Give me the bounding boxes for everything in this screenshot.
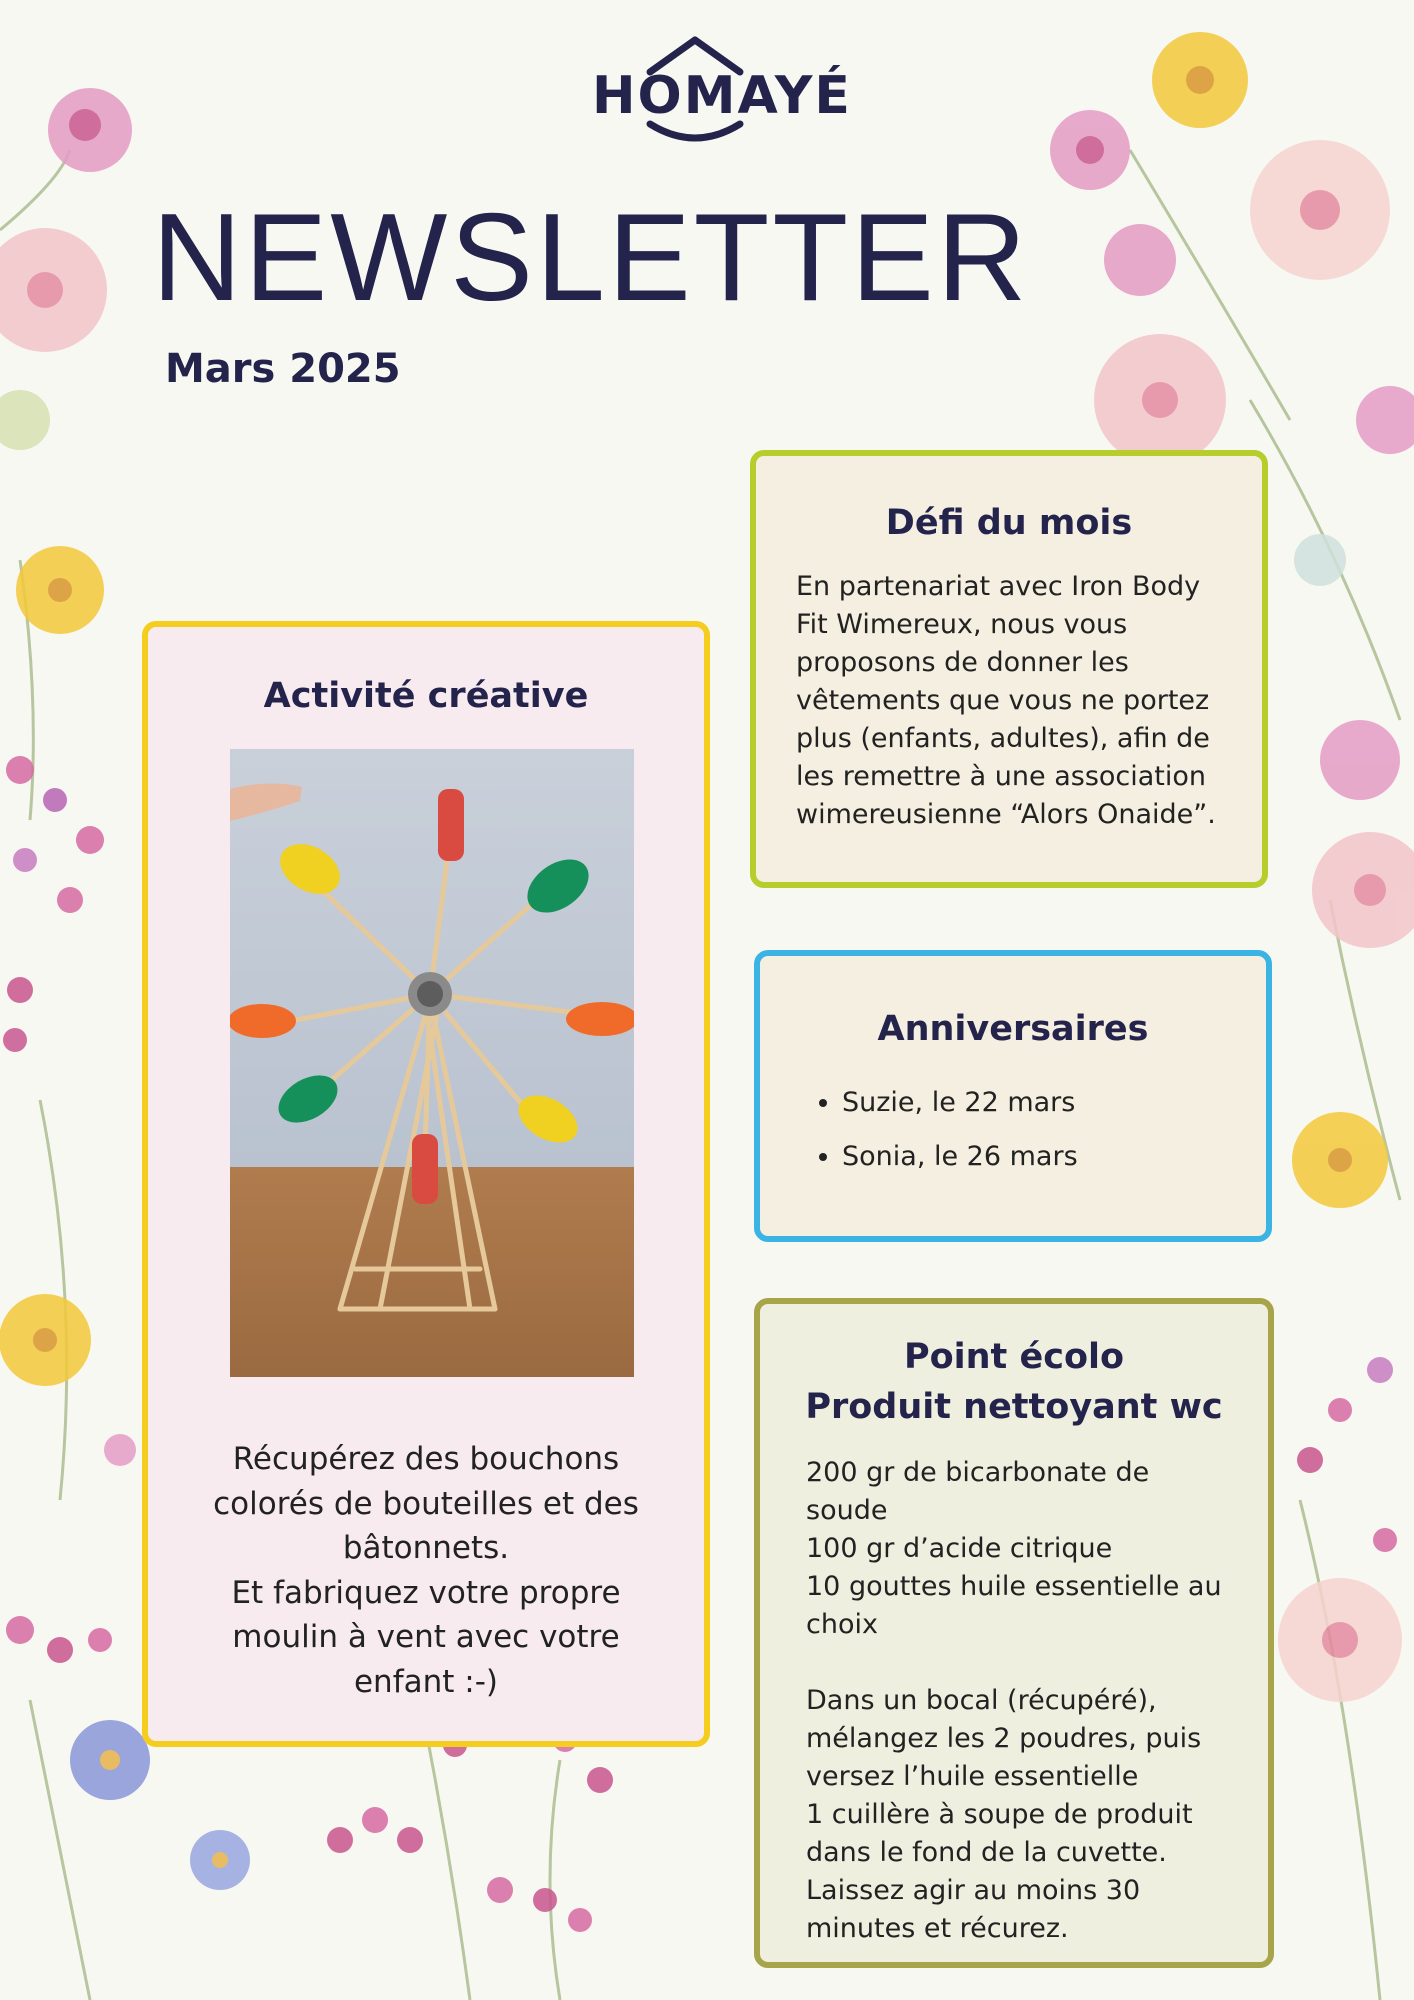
list-item: • Sonia, le 26 mars bbox=[842, 1130, 1078, 1184]
eco-tip-card bbox=[754, 1298, 1274, 1968]
birthdays-heading: Anniversaires bbox=[877, 1009, 1149, 1049]
activity-heading: Activité créative bbox=[263, 676, 589, 716]
logo-text: HOMAYÉ bbox=[592, 66, 852, 126]
activity-card bbox=[142, 621, 710, 1747]
eco-recipe: 200 gr de bicarbonate de soude 100 gr d’acide citrique 10 gouttes huile essentielle au choix Dans un bocal (récupéré), mélangez les 2 poudres, puis versez l’huile essentielle 1 cuillère à soupe de produit dans le fond de la cuvette. Laissez agir au moins 30 minutes et récurez. bbox=[806, 1457, 1222, 1944]
activity-description: Récupérez des bouchons colorés de bouteilles et des bâtonnets. Et fabriquez votre propre moulin à vent avec votre enfant :-) bbox=[213, 1441, 639, 1700]
challenge-card bbox=[750, 450, 1268, 888]
eco-heading-line2: Produit nettoyant wc bbox=[805, 1387, 1223, 1427]
page-title: NEWSLETTER bbox=[152, 189, 1030, 327]
birthdays-list bbox=[812, 1076, 1078, 1184]
challenge-heading: Défi du mois bbox=[885, 503, 1133, 543]
brand-logo bbox=[580, 32, 852, 152]
challenge-text: En partenariat avec Iron Body Fit Wimereux, nous vous proposons de donner les vêtements que vous ne portez plus (enfants, adultes), afin de les remettre à une association wimereusienne “Alors Onaide”. bbox=[796, 571, 1216, 830]
eco-heading-line1: Point écolo bbox=[903, 1337, 1125, 1377]
windmill-photo bbox=[230, 749, 634, 1377]
eco-heading bbox=[760, 1332, 1268, 1432]
birthdays-card bbox=[754, 950, 1272, 1242]
list-item: • Suzie, le 22 mars bbox=[842, 1076, 1078, 1130]
issue-date: Mars 2025 bbox=[165, 346, 401, 392]
